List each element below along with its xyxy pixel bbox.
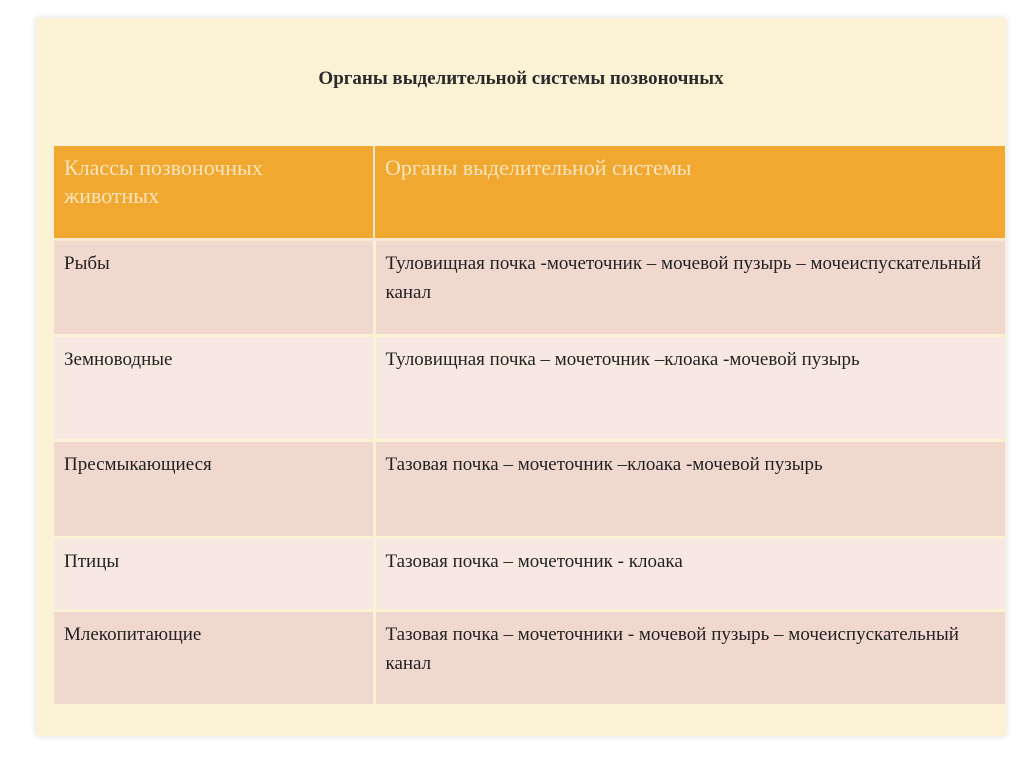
table-row <box>54 240 1005 336</box>
header-animal-classes: Классы позвоночных животных <box>54 146 374 240</box>
slide-title: Органы выделительной системы позвоночных <box>318 68 724 89</box>
organs-cell: Тазовая почка – мочеточник –клоака -мочевой пузырь <box>374 441 1005 538</box>
organs-cell: Туловищная почка -мочеточник – мочевой пузырь – мочеиспускательный канал <box>374 240 1005 336</box>
organs-cell: Тазовая почка – мочеточник - клоака <box>374 538 1005 611</box>
animal-class-cell: Пресмыкающиеся <box>54 441 374 538</box>
animal-class-cell: Рыбы <box>54 240 374 336</box>
table-row <box>54 441 1005 538</box>
excretory-organs-table <box>54 146 1005 707</box>
header-excretory-organs: Органы выделительной системы <box>374 146 1005 240</box>
slide <box>36 18 1006 736</box>
animal-class-cell: Птицы <box>54 538 374 611</box>
organs-cell: Туловищная почка – мочеточник –клоака -мочевой пузырь <box>374 336 1005 441</box>
table-row <box>54 336 1005 441</box>
organs-cell: Тазовая почка – мочеточники - мочевой пузырь – мочеиспускательный канал <box>374 611 1005 706</box>
animal-class-cell: Земноводные <box>54 336 374 441</box>
table-row <box>54 538 1005 611</box>
table-header-row <box>54 146 1005 240</box>
table-row <box>54 611 1005 706</box>
animal-class-cell: Млекопитающие <box>54 611 374 706</box>
